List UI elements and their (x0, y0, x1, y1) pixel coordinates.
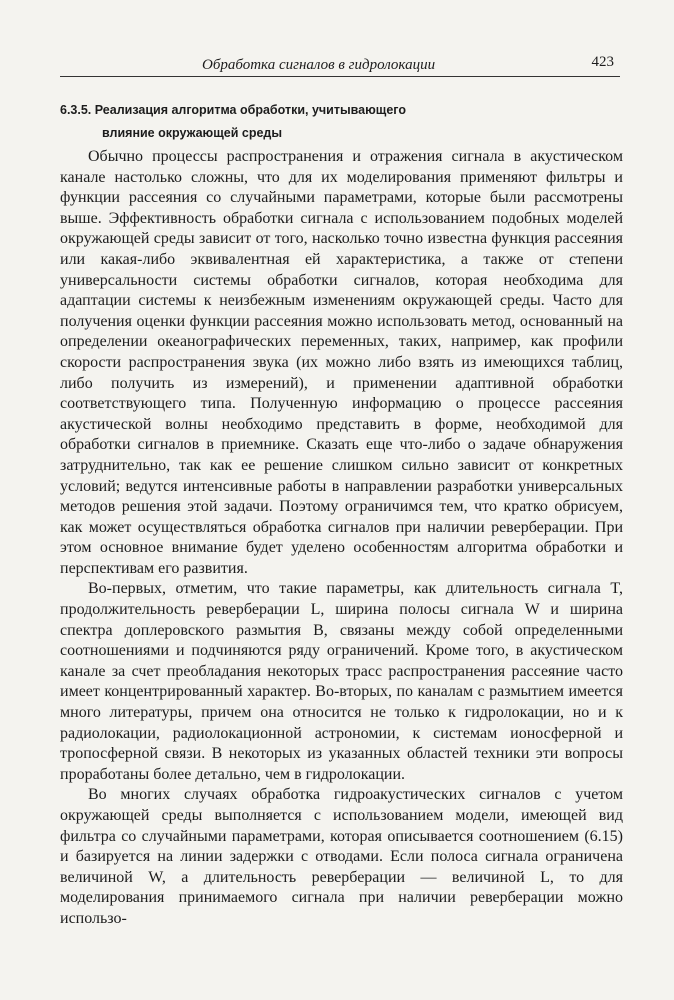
page-number: 423 (591, 54, 614, 70)
paragraph-3: Во многих случаях обработка гидроакустических сигналов с учетом окружающей среды выполняется с использованием модели, имеющей вид фильтра со случайными параметрами, которая описывается соотношением (6.15) и базируется на линии задержки с отводами. Если полоса сигнала ограничена величиной W, а длительность реверберации — величиной L, то для моделирования принимаемого сигнала при наличии реверберации можно использо- (60, 786, 623, 927)
body-text (60, 147, 623, 930)
section-heading-line1 (60, 99, 560, 122)
section-number: 6.3.5. (60, 103, 92, 117)
section-heading-line2 (60, 122, 560, 145)
running-title: Обработка сигналов в гидролокации (202, 57, 436, 73)
running-head (60, 54, 620, 76)
paragraph-1: Обычно процессы распространения и отражения сигнала в акустическом канале настолько сложны, что для их моделирования применяют фильтры и функции рассеяния со случайными параметрами, которые были рассмотрены выше. Эффективность обработки сигнала с использованием подобных моделей окружающей среды зависит от того, насколько точно известна функция рассеяния или какая-либо эквивалентная ей характеристика, а также от степени универсальности системы обработки сигналов, которая необходима для адаптации системы к неизбежным изменениям окружающей среды. Часто для получения оценки функции рассеяния можно использовать метод, основанный на определении океанографических переменных, таких, например, как профили скорости распространения звука (их можно либо взять из имеющихся таблиц, либо получить из измерений), и применении адаптивной обработки соответствующего типа. Полученную информацию о процессе рассеяния акустической волны необходимо представить в форме, необходимой для обработки сигналов в приемнике. Сказать еще что-либо о задаче обнаружения затруднительно, так как ее решение слишком сильно зависит от конкретных условий; ведутся интенсивные работы в направлении разработки универсальных методов решения этой задачи. Поэтому ограничимся тем, что кратко обрисуем, как может осуществляться обработка сигналов при наличии реверберации. При этом основное внимание будет уделено особенностям алгоритма обработки и перспективам его развития. (60, 148, 623, 577)
paragraph-2: Во-первых, отметим, что такие параметры, как длительность сигнала T, продолжительность реверберации L, ширина полосы сигнала W и ширина спектра доплеровского размытия B, связаны между собой определенными соотношениями и подчиняются ряду ограничений. Кроме того, в акустическом канале за счет преобладания некоторых трасс распространения рассеяние часто имеет концентрированный характер. Во-вторых, по каналам с размытием имеется много литературы, причем она относится не только к гидролокации, но и к радиолокации, радиолокационной астрономии, к системам ионосферной и тропосферной связи. В некоторых из указанных областей техники эти вопросы проработаны более детально, чем в гидролокации. (60, 580, 623, 783)
section-title-line2: влияние окружающей среды (102, 126, 283, 140)
header-rule (60, 76, 620, 77)
section-heading (60, 99, 560, 145)
section-title-line1: Реализация алгоритма обработки, учитывающего (94, 103, 406, 117)
